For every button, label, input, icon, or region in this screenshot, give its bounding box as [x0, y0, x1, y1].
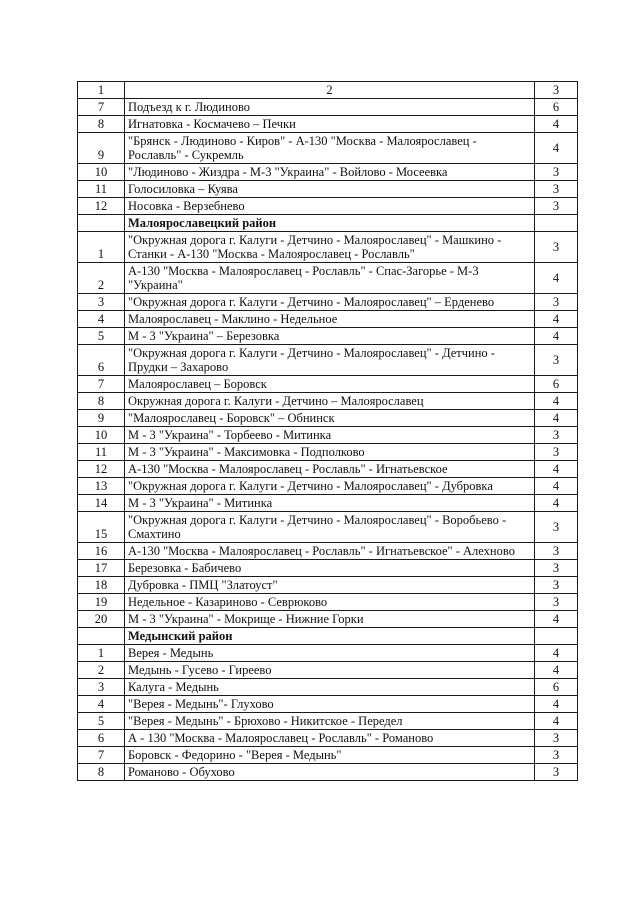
road-category: 4: [535, 311, 578, 328]
road-category: 3: [535, 232, 578, 263]
section-title: Медынский район: [125, 628, 535, 645]
road-category: 4: [535, 495, 578, 512]
road-name: А-130 "Москва - Малоярославец - Рославль" - Игнатьевское" - Алехново: [125, 543, 535, 560]
road-category: 3: [535, 164, 578, 181]
row-number: 7: [78, 747, 125, 764]
road-category: 4: [535, 478, 578, 495]
road-name: "Людиново - Жиздра - М-3 "Украина" - Войлово - Мосеевка: [125, 164, 535, 181]
row-number: 9: [78, 410, 125, 427]
road-name: Боровск - Федорино - "Верея - Медынь": [125, 747, 535, 764]
table-row: [78, 99, 578, 116]
road-category: 4: [535, 393, 578, 410]
table-row: [78, 444, 578, 461]
row-number: 19: [78, 594, 125, 611]
road-category: 4: [535, 611, 578, 628]
row-number: 13: [78, 478, 125, 495]
road-name: "Окружная дорога г. Калуги - Детчино - Малоярославец" - Воробьево - Смахтино: [125, 512, 535, 543]
table-row: [78, 645, 578, 662]
table-row: [78, 730, 578, 747]
table-row: [78, 747, 578, 764]
table-row: [78, 181, 578, 198]
road-name: Романово - Обухово: [125, 764, 535, 781]
road-category: 3: [535, 181, 578, 198]
road-name: Окружная дорога г. Калуги - Детчино – Малоярославец: [125, 393, 535, 410]
road-category: 4: [535, 410, 578, 427]
road-name: М - 3 "Украина" - Мокрище - Нижние Горки: [125, 611, 535, 628]
road-name: "Брянск - Людиново - Киров" - А-130 "Москва - Малоярославец - Рославль" - Сукремль: [125, 133, 535, 164]
row-number: 3: [78, 294, 125, 311]
road-category: 3: [535, 747, 578, 764]
row-number: 3: [78, 679, 125, 696]
row-number: 8: [78, 116, 125, 133]
table-row: [78, 427, 578, 444]
road-name: Калуга - Медынь: [125, 679, 535, 696]
table-row: [78, 679, 578, 696]
road-name: М - 3 "Украина" – Березовка: [125, 328, 535, 345]
road-name: "Верея - Медынь" - Брюхово - Никитское - Передел: [125, 713, 535, 730]
roads-table-body: [78, 82, 578, 781]
row-number: 20: [78, 611, 125, 628]
table-row: [78, 376, 578, 393]
row-number: 2: [78, 263, 125, 294]
row-number: 8: [78, 764, 125, 781]
table-row: [78, 696, 578, 713]
row-number: 1: [78, 645, 125, 662]
road-category: 3: [535, 345, 578, 376]
table-row: [78, 560, 578, 577]
road-category: 3: [535, 543, 578, 560]
road-name: "Окружная дорога г. Калуги - Детчино - Малоярославец" - Дубровка: [125, 478, 535, 495]
road-name: А-130 "Москва - Малоярославец - Рославль" - Игнатьевское: [125, 461, 535, 478]
road-name: Игнатовка - Космачево – Печки: [125, 116, 535, 133]
road-name: Березовка - Бабичево: [125, 560, 535, 577]
row-number: 7: [78, 99, 125, 116]
table-row: [78, 198, 578, 215]
table-row: [78, 328, 578, 345]
road-category: 3: [535, 512, 578, 543]
road-name: "Малоярославец - Боровск" – Обнинск: [125, 410, 535, 427]
row-number: 4: [78, 311, 125, 328]
road-category: 4: [535, 696, 578, 713]
road-name: А-130 "Москва - Малоярославец - Рославль" - Спас-Загорье - М-3 "Украина": [125, 263, 535, 294]
road-category: 3: [535, 594, 578, 611]
road-name: М - 3 "Украина" - Митинка: [125, 495, 535, 512]
road-name: Дубровка - ПМЦ "Златоуст": [125, 577, 535, 594]
table-row: [78, 345, 578, 376]
road-category: 4: [535, 116, 578, 133]
road-category: 3: [535, 198, 578, 215]
road-category: 3: [535, 577, 578, 594]
road-name: Голосиловка – Куява: [125, 181, 535, 198]
section-title: Малоярославецкий район: [125, 215, 535, 232]
road-category: 6: [535, 376, 578, 393]
table-row: [78, 594, 578, 611]
road-name: Подъезд к г. Людиново: [125, 99, 535, 116]
row-number: 4: [78, 696, 125, 713]
table-row: [78, 393, 578, 410]
row-number: [78, 215, 125, 232]
table-row: [78, 478, 578, 495]
table-row: [78, 232, 578, 263]
road-category: 6: [535, 99, 578, 116]
road-category: 4: [535, 645, 578, 662]
header-col-category: 3: [535, 82, 578, 99]
table-row: [78, 577, 578, 594]
road-category: 3: [535, 764, 578, 781]
row-number: 6: [78, 730, 125, 747]
row-number: 14: [78, 495, 125, 512]
table-row: [78, 512, 578, 543]
row-number: 10: [78, 164, 125, 181]
table-row: [78, 410, 578, 427]
road-name: А - 130 "Москва - Малоярославец - Рославль" - Романово: [125, 730, 535, 747]
road-category: 3: [535, 730, 578, 747]
row-number: 1: [78, 232, 125, 263]
road-name: М - 3 "Украина" - Торбеево - Митинка: [125, 427, 535, 444]
row-number: 16: [78, 543, 125, 560]
row-number: 18: [78, 577, 125, 594]
road-name: "Окружная дорога г. Калуги - Детчино - Малоярославец" - Машкино - Станки - А-130 "Москва - Малоярославец - Рославль": [125, 232, 535, 263]
table-row: [78, 164, 578, 181]
road-category: 4: [535, 713, 578, 730]
road-category: 4: [535, 263, 578, 294]
row-number: 2: [78, 662, 125, 679]
section-row: [78, 628, 578, 645]
table-row: [78, 764, 578, 781]
road-category: 4: [535, 328, 578, 345]
road-category: 4: [535, 133, 578, 164]
row-value: [535, 628, 578, 645]
road-category: 3: [535, 294, 578, 311]
table-row: [78, 713, 578, 730]
table-row: [78, 311, 578, 328]
table-row: [78, 294, 578, 311]
row-number: 5: [78, 713, 125, 730]
road-category: 3: [535, 444, 578, 461]
row-number: 6: [78, 345, 125, 376]
table-row: [78, 611, 578, 628]
table-row: [78, 461, 578, 478]
road-name: Недельное - Казариново - Севрюково: [125, 594, 535, 611]
row-number: 7: [78, 376, 125, 393]
header-col-number: 1: [78, 82, 125, 99]
road-category: 4: [535, 662, 578, 679]
row-number: 9: [78, 133, 125, 164]
road-category: 3: [535, 560, 578, 577]
header-col-name: 2: [125, 82, 535, 99]
road-name: М - 3 "Украина" - Максимовка - Подполково: [125, 444, 535, 461]
road-name: Носовка - Верзебнево: [125, 198, 535, 215]
table-row: [78, 133, 578, 164]
table-row: [78, 543, 578, 560]
road-name: "Окружная дорога г. Калуги - Детчино - Малоярославец" - Детчино - Прудки – Захарово: [125, 345, 535, 376]
row-number: 11: [78, 444, 125, 461]
row-number: 8: [78, 393, 125, 410]
road-category: 3: [535, 427, 578, 444]
row-number: 15: [78, 512, 125, 543]
road-name: Верея - Медынь: [125, 645, 535, 662]
road-name: Малоярославец – Боровск: [125, 376, 535, 393]
roads-table: [77, 81, 578, 781]
row-number: 12: [78, 461, 125, 478]
road-category: 6: [535, 679, 578, 696]
row-value: [535, 215, 578, 232]
table-row: [78, 116, 578, 133]
road-name: "Окружная дорога г. Калуги - Детчино - Малоярославец" – Ерденево: [125, 294, 535, 311]
road-name: "Верея - Медынь"- Глухово: [125, 696, 535, 713]
row-number: 11: [78, 181, 125, 198]
road-name: Медынь - Гусево - Гиреево: [125, 662, 535, 679]
road-name: Малоярославец - Маклино - Недельное: [125, 311, 535, 328]
row-number: 10: [78, 427, 125, 444]
section-row: [78, 215, 578, 232]
road-category: 4: [535, 461, 578, 478]
row-number: 5: [78, 328, 125, 345]
table-row: [78, 263, 578, 294]
table-row: [78, 662, 578, 679]
row-number: 17: [78, 560, 125, 577]
table-header-row: [78, 82, 578, 99]
table-row: [78, 495, 578, 512]
row-number: [78, 628, 125, 645]
row-number: 12: [78, 198, 125, 215]
